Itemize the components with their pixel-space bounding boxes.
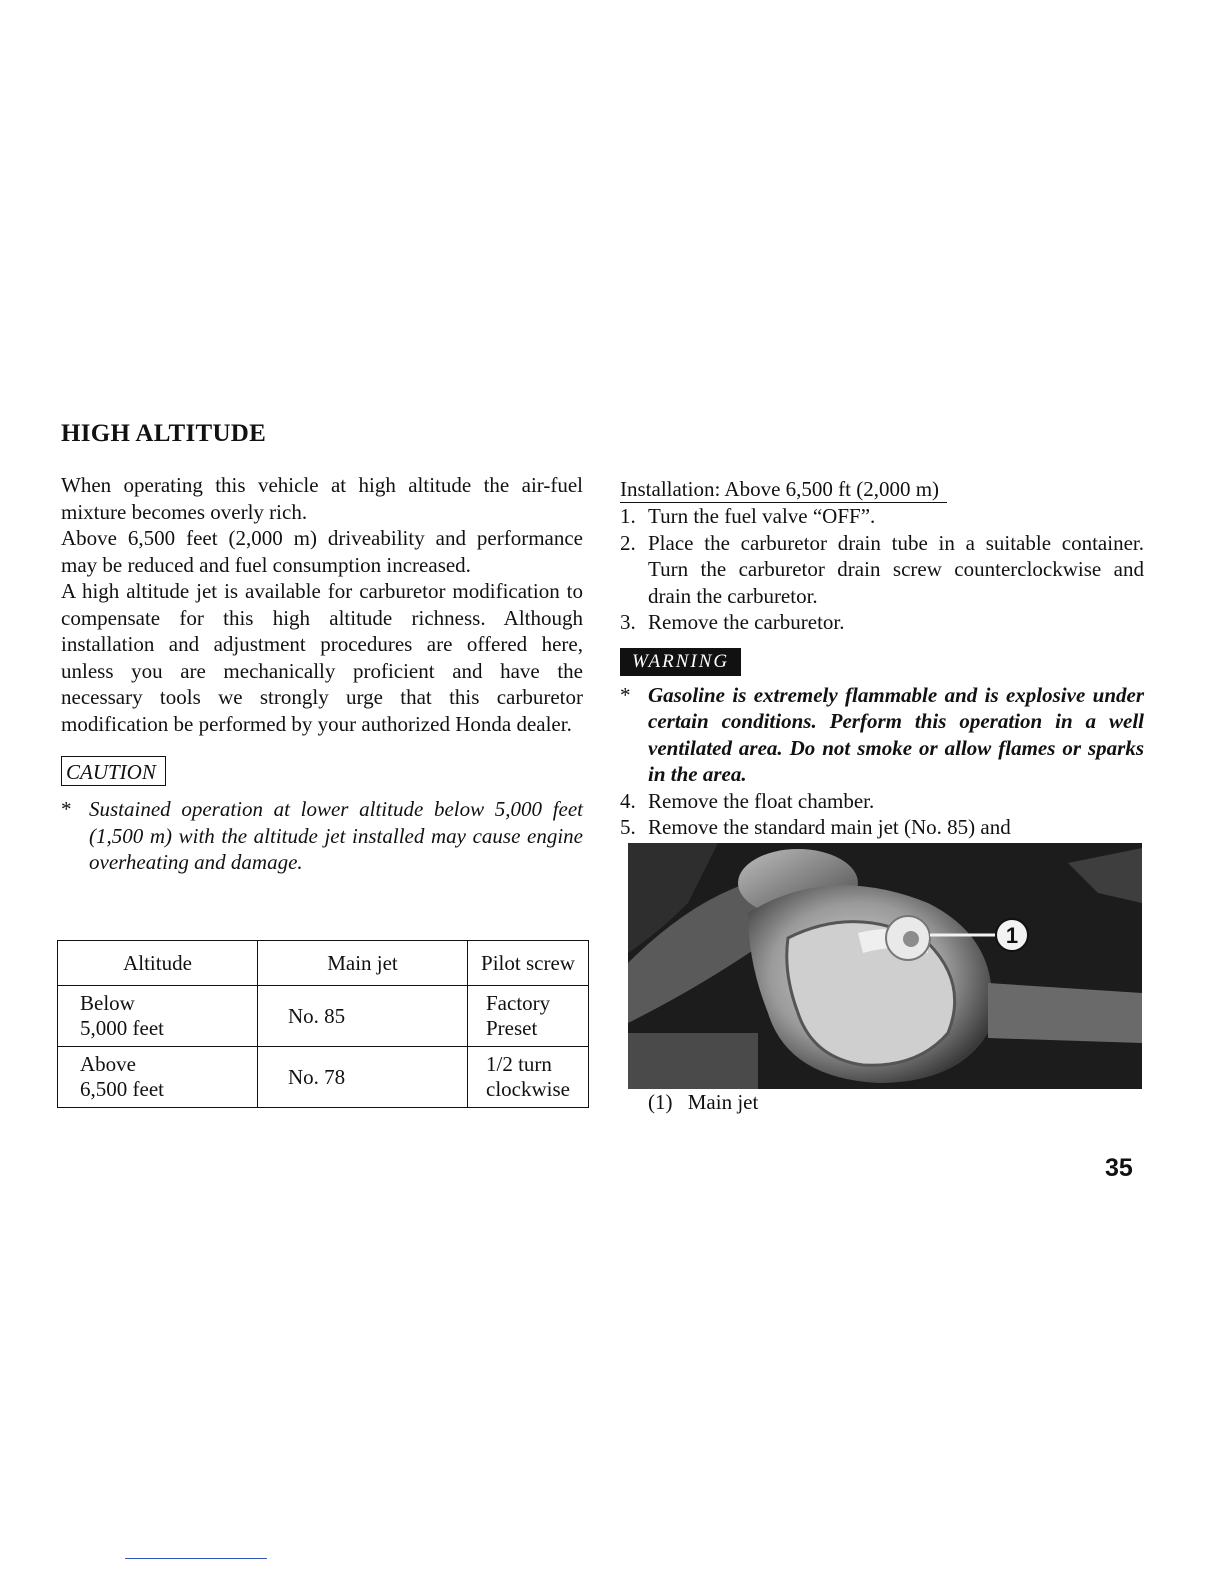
page-title: HIGH ALTITUDE [61,420,267,447]
left-column [61,472,583,876]
altitude-line: 5,000 feet [80,1016,164,1040]
step-number: 1. [620,504,636,528]
main-jet-cell: No. 85 [258,986,468,1047]
altitude-table [57,940,589,1108]
caution-text: Sustained operation at lower altitude below 5,000 feet (1,500 m) with the altitude jet installed may cause engine overheating and damage. [89,797,583,874]
altitude-line: 6,500 feet [80,1077,164,1101]
step-number: 5. [620,815,636,839]
step-item [620,788,1144,815]
step-text: Remove the standard main jet (No. 85) and [648,815,1011,839]
step-item [620,814,1144,841]
pilot-screw-cell [468,986,589,1047]
warning-item [620,682,1144,788]
jet-availability-paragraph: A high altitude jet is available for carburetor modification to compensate for this high altitude richness. Although installation and adjustment procedures are offered here, unless you are mechanically proficient and have the necessary tools we strongly urge that this carburetor modification be performed by your authorized Honda dealer. [61,579,583,736]
altitude-line: Below [80,991,135,1015]
header-main-jet: Main jet [258,941,468,986]
warning-text: Gasoline is extremely flammable and is explosive under certain conditions. Perform this operation in a well ventilated area. Do not smoke or allow flames or sparks in the area. [648,682,1144,786]
step-text: Turn the fuel valve “OFF”. [648,504,876,528]
altitude-cell [58,986,258,1047]
carburetor-illustration [628,843,1142,1089]
caution-item [61,796,583,876]
step-item [620,530,1144,610]
step-number: 2. [620,530,636,555]
caution-bullet: * [61,797,72,821]
altitude-cell [58,1047,258,1108]
pilot-screw-cell [468,1047,589,1108]
caption-text: Main jet [687,1090,759,1114]
photo-caption [648,1090,758,1115]
pilot-line: 1/2 turn [486,1052,552,1076]
callout-number: 1 [1005,923,1019,948]
table-row [58,1047,589,1108]
step-number: 4. [620,788,636,813]
step-text: Remove the carburetor. [648,610,845,634]
step-item [620,609,1144,636]
step-number: 3. [620,610,636,634]
footer-rule [125,1558,267,1559]
carburetor-photo [628,843,1142,1089]
header-altitude: Altitude [58,941,258,986]
altitude-line: Above [80,1052,136,1076]
warning-label: WARNING [620,648,741,676]
step-text: Place the carburetor drain tube in a suitable container. Turn the carburetor drain screw counterclockwise and drain the carburetor. [648,530,1144,608]
pilot-line: clockwise [486,1077,570,1101]
pilot-line: Factory Preset [486,991,551,1040]
intro-paragraph: When operating this vehicle at high altitude the air-fuel mixture becomes overly rich. [61,473,583,524]
caption-number: (1) [648,1090,673,1114]
caution-label: CAUTION [61,756,166,786]
main-jet-cell: No. 78 [258,1047,468,1108]
step-text: Remove the float chamber. [648,788,875,813]
warning-bullet: * [620,682,631,707]
driveability-paragraph: Above 6,500 feet (2,000 m) driveability and performance may be reduced and fuel consumption increased. [61,526,583,577]
table-header-row [58,941,589,986]
header-pilot-screw: Pilot screw [468,941,589,986]
right-column [620,476,1144,841]
table-row [58,986,589,1047]
step-item [620,503,1144,530]
installation-heading: Installation: Above 6,500 ft (2,000 m) [620,476,947,503]
page-number: 35 [1105,1154,1133,1182]
